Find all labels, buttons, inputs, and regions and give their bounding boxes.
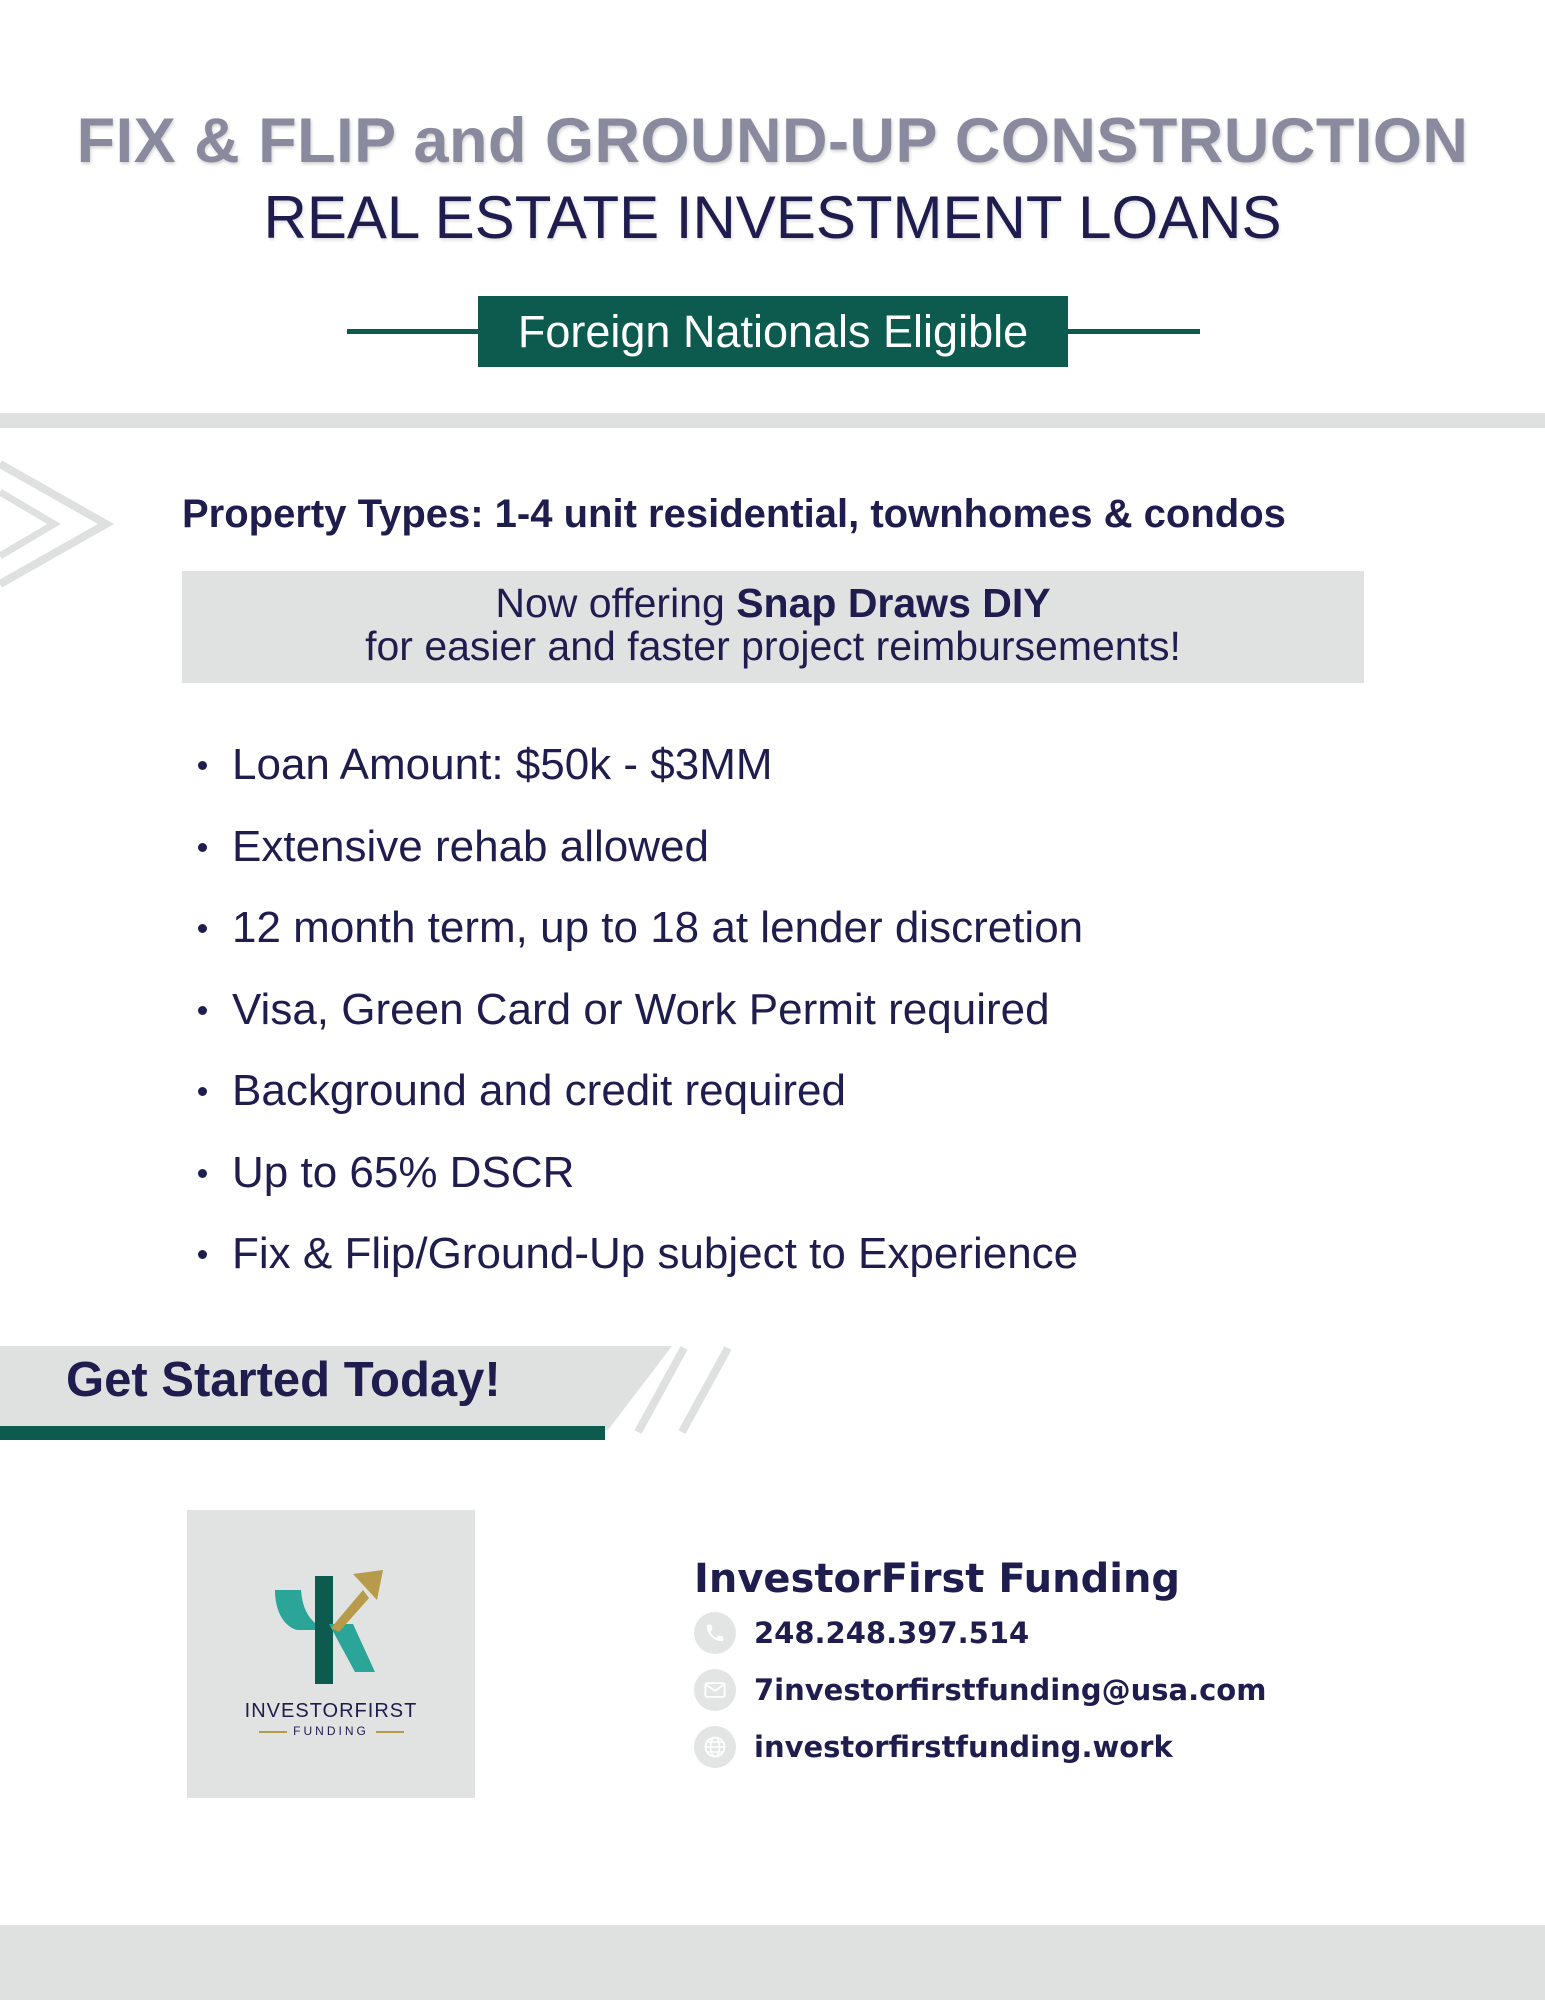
snap-draws-box — [182, 571, 1364, 683]
eligibility-badge: Foreign Nationals Eligible — [478, 296, 1068, 367]
phone-icon — [694, 1612, 736, 1654]
logo-subtitle: FUNDING — [293, 1724, 369, 1738]
feature-list — [196, 724, 1396, 1295]
snap-line-1 — [182, 580, 1364, 626]
chevron-decoration-icon — [0, 458, 115, 593]
snap-line-2: for easier and faster project reimbursements! — [365, 623, 1181, 669]
list-item: Up to 65% DSCR — [196, 1132, 1396, 1214]
list-item: Background and credit required — [196, 1050, 1396, 1132]
list-item: Loan Amount: $50k - $3MM — [196, 724, 1396, 806]
company-name: InvestorFirst Funding — [694, 1556, 1181, 1602]
email-link[interactable]: 7investorfirstfunding@usa.com — [754, 1673, 1267, 1707]
cta-text: Get Started Today! — [66, 1353, 501, 1407]
badge-rule-left — [347, 329, 480, 334]
globe-icon — [694, 1726, 736, 1768]
footer-band — [0, 1925, 1545, 2000]
snap-prefix: Now offering — [495, 580, 737, 626]
contact-email-row — [694, 1669, 1266, 1711]
mail-icon — [694, 1669, 736, 1711]
contact-website-row — [694, 1726, 1173, 1768]
property-types: Property Types: 1-4 unit residential, townhomes & condos — [182, 492, 1286, 536]
section-divider — [0, 413, 1545, 428]
list-item: Extensive rehab allowed — [196, 806, 1396, 888]
list-item: 12 month term, up to 18 at lender discretion — [196, 887, 1396, 969]
logo-sub-rule-right — [376, 1731, 404, 1733]
phone-number[interactable]: 248.248.397.514 — [754, 1616, 1030, 1650]
company-logo — [187, 1510, 475, 1798]
list-item: Visa, Green Card or Work Permit required — [196, 969, 1396, 1051]
logo-name: INVESTORFIRST — [244, 1700, 418, 1722]
website-link[interactable]: investorfirstfunding.work — [754, 1730, 1173, 1764]
logo-mark-icon — [273, 1568, 385, 1686]
badge-rule-right — [1066, 329, 1200, 334]
page-subtitle: REAL ESTATE INVESTMENT LOANS — [263, 184, 1282, 251]
snap-highlight: Snap Draws DIY — [736, 580, 1051, 626]
contact-phone-row — [694, 1612, 1029, 1654]
list-item: Fix & Flip/Ground-Up subject to Experience — [196, 1213, 1396, 1295]
page-title: FIX & FLIP and GROUND-UP CONSTRUCTION — [76, 106, 1469, 176]
